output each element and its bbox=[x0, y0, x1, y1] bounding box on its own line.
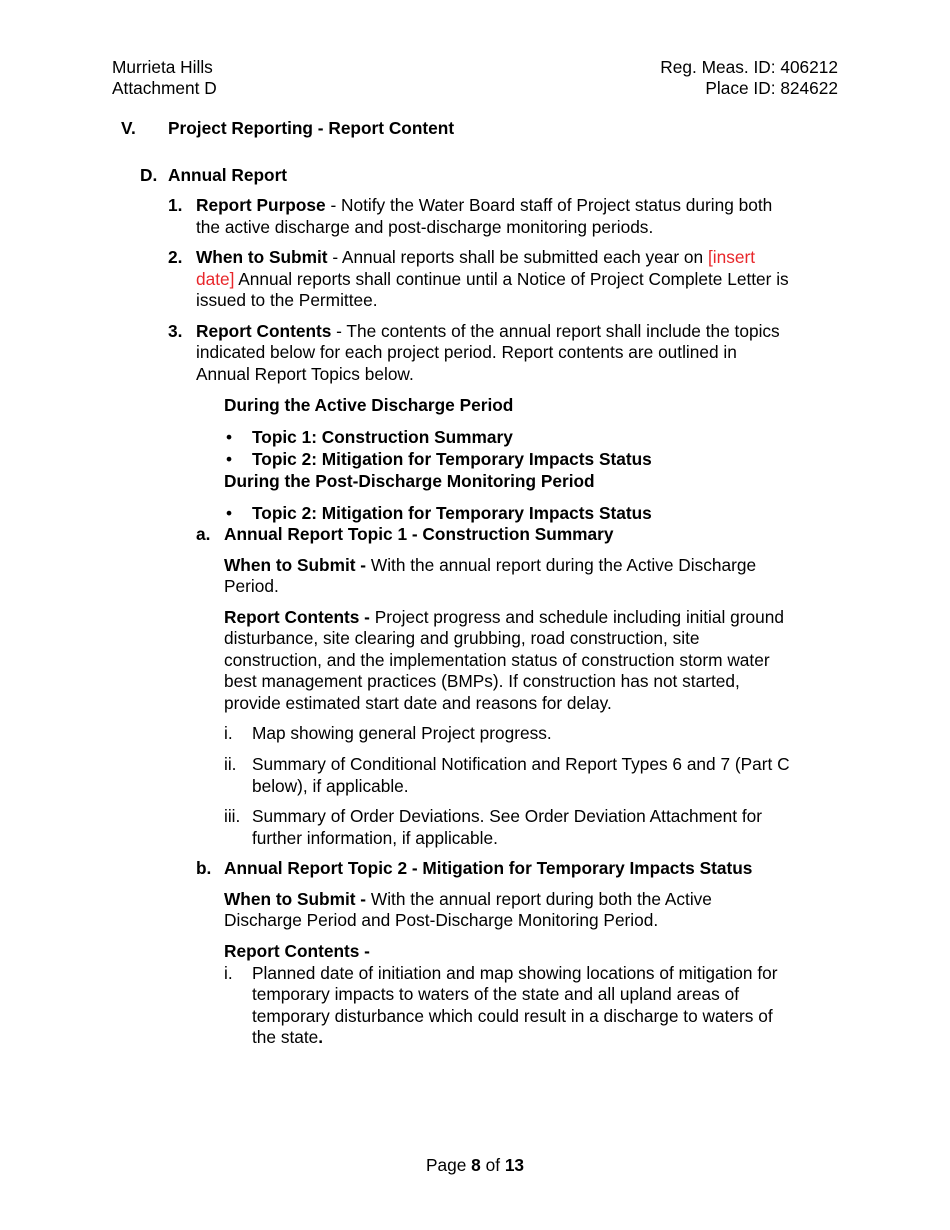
page-footer bbox=[0, 1155, 950, 1176]
when-text: With the annual report during the Active Discharge bbox=[366, 555, 757, 575]
contents-label: Report Contents - bbox=[224, 941, 370, 961]
page-number: 8 bbox=[471, 1155, 481, 1175]
bullet: • bbox=[226, 503, 233, 523]
item-text-line: issued to the Permittee. bbox=[196, 290, 378, 310]
section-title: Project Reporting - Report Content bbox=[168, 118, 455, 138]
subsection-title: Annual Report bbox=[168, 165, 288, 185]
item-text: Annual reports shall continue until a Notice of Project Complete Letter is bbox=[234, 269, 789, 289]
item-number: 1. bbox=[168, 195, 183, 215]
insert-date-placeholder: [insert bbox=[707, 247, 755, 267]
list-number: i. bbox=[224, 963, 233, 983]
list-item: Summary of Order Deviations. See Order Deviation Attachment for bbox=[252, 806, 763, 826]
contents-text-line: construction, and the implementation status of construction storm water bbox=[224, 650, 770, 670]
topic-b-when bbox=[224, 889, 712, 910]
item-text: - The contents of the annual report shall include the topics bbox=[331, 321, 780, 341]
page-word: Page bbox=[425, 1155, 467, 1175]
item-number: 3. bbox=[168, 321, 183, 341]
header-attachment: Attachment D bbox=[112, 78, 217, 98]
item-number: 2. bbox=[168, 247, 183, 267]
topic-a-when bbox=[224, 555, 756, 576]
list-item-line: below), if applicable. bbox=[252, 776, 409, 796]
post-topic: Topic 2: Mitigation for Temporary Impacts Status bbox=[252, 503, 652, 523]
active-topic: Topic 2: Mitigation for Temporary Impacts Status bbox=[252, 449, 652, 469]
topic-a-contents bbox=[224, 607, 784, 628]
subsection-letter: D. bbox=[140, 165, 158, 185]
bullet: • bbox=[226, 449, 233, 469]
end-period: . bbox=[318, 1027, 324, 1047]
contents-text-line: provide estimated start date and reasons for delay. bbox=[224, 693, 612, 713]
item-label: When to Submit bbox=[196, 247, 328, 267]
when-label: When to Submit - bbox=[224, 555, 367, 575]
topic-letter: b. bbox=[196, 858, 212, 878]
list-number: iii. bbox=[224, 806, 241, 826]
contents-label: Report Contents - bbox=[224, 607, 370, 627]
bullet: • bbox=[226, 427, 233, 447]
header-place-id: Place ID: 824622 bbox=[705, 78, 838, 98]
item-when-to-submit bbox=[196, 247, 755, 268]
active-period-heading: During the Active Discharge Period bbox=[224, 395, 514, 415]
item-label: Report Purpose bbox=[196, 195, 326, 215]
when-text-line: Period. bbox=[224, 576, 279, 596]
topic-a-title: Annual Report Topic 1 - Construction Summary bbox=[224, 524, 614, 544]
item-label: Report Contents bbox=[196, 321, 332, 341]
item-report-contents bbox=[196, 321, 780, 342]
list-item-line: temporary impacts to waters of the state and all upland areas of bbox=[252, 984, 740, 1004]
item-text: - Notify the Water Board staff of Project status during both bbox=[325, 195, 773, 215]
item-report-purpose bbox=[196, 195, 772, 216]
header-reg-meas-id: Reg. Meas. ID: 406212 bbox=[660, 57, 838, 77]
list-item: Planned date of initiation and map showing locations of mitigation for bbox=[252, 963, 778, 983]
when-label: When to Submit - bbox=[224, 889, 367, 909]
item-text-line: Annual Report Topics below. bbox=[196, 364, 414, 384]
section-number: V. bbox=[121, 118, 136, 138]
list-number: ii. bbox=[224, 754, 237, 774]
when-text: With the annual report during both the Active bbox=[366, 889, 712, 909]
list-number: i. bbox=[224, 723, 233, 743]
list-item-line: temporary disturbance which could result in a discharge to waters of bbox=[252, 1006, 773, 1026]
item-text: - Annual reports shall be submitted each year on bbox=[327, 247, 708, 267]
item-text-line: indicated below for each project period. Report contents are outlined in bbox=[196, 342, 737, 362]
list-item-line: further information, if applicable. bbox=[252, 828, 498, 848]
contents-text-line: disturbance, site clearing and grubbing, road construction, site bbox=[224, 628, 700, 648]
contents-text-line: best management practices (BMPs). If construction has not started, bbox=[224, 671, 740, 691]
item-text-line: the active discharge and post-discharge monitoring periods. bbox=[196, 217, 654, 237]
list-item: Summary of Conditional Notification and Report Types 6 and 7 (Part C bbox=[252, 754, 790, 774]
item-text-line bbox=[196, 269, 789, 290]
list-item-text: the state bbox=[252, 1027, 319, 1047]
active-topic: Topic 1: Construction Summary bbox=[252, 427, 513, 447]
contents-text: Project progress and schedule including initial ground bbox=[369, 607, 784, 627]
of-word: of bbox=[485, 1155, 500, 1175]
list-item-line bbox=[252, 1027, 323, 1048]
post-period-heading: During the Post-Discharge Monitoring Period bbox=[224, 471, 595, 491]
list-item: Map showing general Project progress. bbox=[252, 723, 552, 743]
topic-letter: a. bbox=[196, 524, 211, 544]
when-text-line: Discharge Period and Post-Discharge Monitoring Period. bbox=[224, 910, 659, 930]
topic-b-title: Annual Report Topic 2 - Mitigation for Temporary Impacts Status bbox=[224, 858, 753, 878]
page-total: 13 bbox=[504, 1155, 525, 1175]
insert-date-placeholder: date] bbox=[196, 269, 235, 289]
header-project-name: Murrieta Hills bbox=[112, 57, 213, 77]
